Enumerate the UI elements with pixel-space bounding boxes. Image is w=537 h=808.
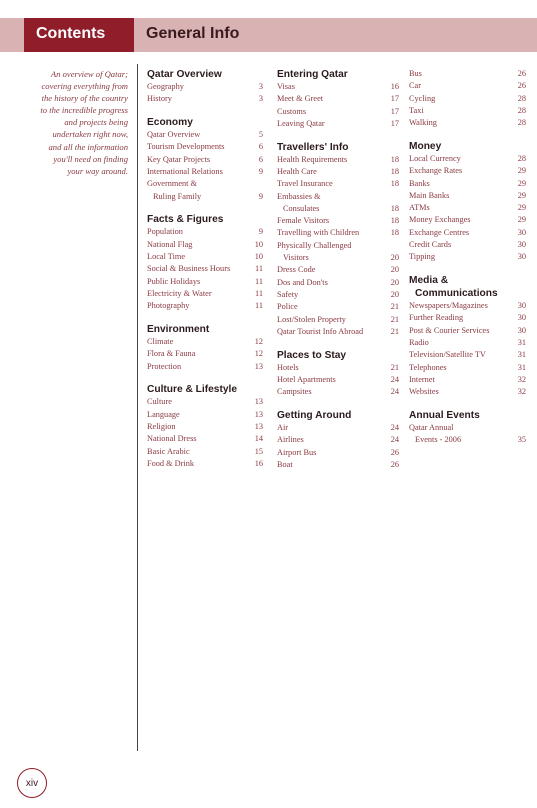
toc-entry-page: 13 xyxy=(254,421,263,431)
toc-entry[interactable] xyxy=(409,251,526,263)
toc-entry[interactable] xyxy=(277,81,399,93)
toc-entry-page: 32 xyxy=(517,387,526,397)
toc-entry-page: 30 xyxy=(517,313,526,323)
toc-entry[interactable] xyxy=(277,203,399,215)
toc-entry-title: Television/Satellite TV xyxy=(409,350,486,360)
toc-entry-title: Banks xyxy=(409,178,430,188)
toc-entry-title: Female Visitors xyxy=(277,216,330,226)
section-heading[interactable]: Media & xyxy=(409,275,449,287)
toc-entry[interactable] xyxy=(409,178,526,190)
toc-entry-title: Health Requirements xyxy=(277,154,348,164)
toc-entry[interactable] xyxy=(409,80,526,92)
intro-text xyxy=(22,68,128,177)
toc-entry[interactable] xyxy=(277,374,399,386)
intro-line: An overview of Qatar; xyxy=(50,69,128,79)
toc-entry[interactable] xyxy=(147,300,263,312)
toc-entry-page: 21 xyxy=(390,302,399,312)
toc-entry-page: 26 xyxy=(517,81,526,91)
toc-entry-title: Health Care xyxy=(277,166,317,176)
toc-entry[interactable] xyxy=(409,325,526,337)
toc-entry[interactable] xyxy=(277,154,399,166)
toc-entry-title: Airport Bus xyxy=(277,447,317,457)
toc-entry-page: 29 xyxy=(517,203,526,213)
toc-entry[interactable] xyxy=(147,166,263,178)
toc-entry-title: Main Banks xyxy=(409,190,450,200)
toc-entry[interactable] xyxy=(409,105,526,117)
toc-entry[interactable] xyxy=(277,93,399,105)
header-bar xyxy=(0,18,537,52)
toc-entry-title: Telephones xyxy=(409,362,447,372)
toc-entry-page xyxy=(381,191,399,203)
toc-entry[interactable] xyxy=(409,202,526,214)
toc-entry-title: ATMs xyxy=(409,203,430,213)
toc-entry[interactable] xyxy=(147,288,263,300)
toc-entry-title: Visitors xyxy=(283,253,309,263)
toc-entry-page: 24 xyxy=(390,387,399,397)
toc-entry[interactable] xyxy=(277,118,399,130)
toc-entry[interactable] xyxy=(147,433,263,445)
toc-column-2 xyxy=(277,68,399,471)
toc-entry-title: Travelling with Children xyxy=(277,228,360,238)
toc-entry-page: 32 xyxy=(517,374,526,384)
intro-line: you'll need on finding xyxy=(53,153,128,164)
toc-entry-title: Exchange Centres xyxy=(409,227,470,237)
toc-entry-page: 30 xyxy=(517,325,526,335)
toc-entry-page: 5 xyxy=(258,130,263,140)
toc-entry[interactable] xyxy=(147,178,263,190)
toc-entry-page: 29 xyxy=(517,166,526,176)
toc-entry[interactable] xyxy=(409,300,526,312)
toc-entry-page: 12 xyxy=(254,349,263,359)
toc-entry-page: 26 xyxy=(390,447,399,457)
toc-entry[interactable] xyxy=(147,239,263,251)
toc-entry-page: 10 xyxy=(254,239,263,249)
toc-entry-page: 3 xyxy=(258,94,263,104)
toc-entry[interactable] xyxy=(147,348,263,360)
section-heading[interactable]: Money xyxy=(409,140,442,152)
toc-entry-page: 17 xyxy=(390,106,399,116)
toc-entry[interactable] xyxy=(147,191,263,203)
toc-entry[interactable] xyxy=(409,93,526,105)
toc-entry-title: Embassies & xyxy=(277,191,321,201)
toc-entry-title: Radio xyxy=(409,338,429,348)
toc-entry-page: 21 xyxy=(390,362,399,372)
toc-entry-title: Car xyxy=(409,81,421,91)
toc-entry[interactable] xyxy=(409,227,526,239)
toc-entry[interactable] xyxy=(277,447,399,459)
toc-entry-title: Food & Drink xyxy=(147,458,195,468)
toc-entry-page: 21 xyxy=(390,314,399,324)
toc-entry-title: Electricity & Water xyxy=(147,288,212,298)
toc-entry-page: 31 xyxy=(517,350,526,360)
toc-entry-title: Key Qatar Projects xyxy=(147,154,211,164)
section-heading[interactable]: Facts & Figures xyxy=(147,214,224,226)
toc-entry[interactable] xyxy=(409,68,526,80)
intro-line: covering everything from xyxy=(41,81,128,92)
toc-entry-page: 20 xyxy=(390,265,399,275)
toc-entry-title: Local Currency xyxy=(409,153,461,163)
toc-entry[interactable] xyxy=(277,326,399,338)
toc-entry[interactable] xyxy=(409,374,526,386)
toc-entry-title: National Dress xyxy=(147,434,197,444)
toc-entry-title: Population xyxy=(147,227,183,237)
toc-entry[interactable] xyxy=(277,422,399,434)
toc-entry[interactable] xyxy=(409,362,526,374)
intro-line: to the incredible progress xyxy=(40,105,128,116)
toc-entry-page: 11 xyxy=(255,276,263,286)
toc-entry-title: Geography xyxy=(147,82,184,91)
section-heading[interactable]: Annual Events xyxy=(409,410,480,422)
toc-entry[interactable] xyxy=(277,227,399,239)
toc-entry-page: 9 xyxy=(258,166,263,176)
toc-entry-page: 28 xyxy=(517,105,526,115)
toc-entry-page xyxy=(245,178,263,190)
toc-entry-title: Credit Cards xyxy=(409,240,452,250)
toc-entry-page: 9 xyxy=(258,227,263,237)
toc-entry[interactable] xyxy=(277,277,399,289)
toc-entry[interactable] xyxy=(409,312,526,324)
toc-entry[interactable] xyxy=(147,129,263,141)
section-heading[interactable]: Entering Qatar xyxy=(277,69,348,80)
toc-entry-title: Post & Courier Services xyxy=(409,325,490,335)
toc-entry-page: 30 xyxy=(517,301,526,311)
section-heading[interactable]: Culture & Lifestyle xyxy=(147,384,238,396)
toc-entry-title: Further Reading xyxy=(409,313,464,323)
toc-entry-page: 10 xyxy=(254,251,263,261)
toc-entry-page: 18 xyxy=(390,228,399,238)
toc-entry-page: 28 xyxy=(517,118,526,128)
toc-entry-title: Photography xyxy=(147,301,190,311)
toc-entry[interactable] xyxy=(147,263,263,275)
toc-entry-title: Money Exchanges xyxy=(409,215,471,225)
toc-entry-title: Air xyxy=(277,423,289,433)
toc-entry-page xyxy=(508,422,526,434)
toc-entry-title: Protection xyxy=(147,361,182,371)
toc-entry[interactable] xyxy=(277,106,399,118)
toc-entry-page: 13 xyxy=(254,409,263,419)
toc-entry[interactable] xyxy=(147,361,263,373)
toc-entry-page: 24 xyxy=(390,423,399,433)
toc-entry-page: 35 xyxy=(517,435,526,445)
toc-entry-page: 28 xyxy=(517,153,526,163)
toc-entry-page: 18 xyxy=(390,166,399,176)
toc-entry[interactable] xyxy=(147,409,263,421)
toc-entry[interactable] xyxy=(409,214,526,226)
toc-entry-page: 11 xyxy=(255,264,263,274)
toc-entry-page: 28 xyxy=(517,93,526,103)
toc-entry-title: Dress Code xyxy=(277,265,316,275)
toc-entry[interactable] xyxy=(409,117,526,129)
toc-entry[interactable] xyxy=(277,459,399,471)
toc-entry[interactable] xyxy=(277,240,399,252)
toc-entry-title: Boat xyxy=(277,459,293,469)
toc-entry-title: Government & xyxy=(147,179,198,189)
toc-entry-title: Hotel Apartments xyxy=(277,374,336,384)
toc-entry-title: Internet xyxy=(409,374,435,384)
toc-entry-title: Meet & Greet xyxy=(277,94,324,104)
toc-entry-page: 18 xyxy=(390,203,399,213)
toc-entry-page: 17 xyxy=(390,118,399,128)
toc-entry-page: 3 xyxy=(258,82,263,91)
toc-entry-page: 13 xyxy=(254,361,263,371)
toc-entry[interactable] xyxy=(147,251,263,263)
toc-entry-title: Qatar Tourist Info Abroad xyxy=(277,326,364,336)
toc-entry-title: Qatar Annual xyxy=(409,423,454,433)
toc-column-3 xyxy=(409,68,526,447)
section-title: General Info xyxy=(146,25,240,42)
toc-entry[interactable] xyxy=(277,301,399,313)
toc-entry-title: Social & Business Hours xyxy=(147,264,231,274)
toc-entry-page: 29 xyxy=(517,190,526,200)
toc-entry-title: Hotels xyxy=(277,362,299,372)
toc-entry-title: Walking xyxy=(409,118,437,128)
toc-entry-page: 13 xyxy=(254,397,263,407)
toc-entry[interactable] xyxy=(147,458,263,470)
toc-entry-title: Physically Challenged xyxy=(277,240,352,250)
toc-entry-page: 6 xyxy=(258,154,263,164)
toc-entry-title: Dos and Don'ts xyxy=(277,277,328,287)
toc-entry-title: Taxi xyxy=(409,105,424,115)
section-heading[interactable]: Economy xyxy=(147,117,193,129)
toc-entry-page: 6 xyxy=(258,142,263,152)
toc-entry-title: History xyxy=(147,94,172,104)
toc-entry-title: Exchange Rates xyxy=(409,166,463,176)
toc-entry-title: Public Holidays xyxy=(147,276,201,286)
toc-entry[interactable] xyxy=(409,190,526,202)
section-heading[interactable]: Travellers' Info xyxy=(277,141,349,153)
toc-entry[interactable] xyxy=(409,386,526,398)
toc-entry-title: Events - 2006 xyxy=(415,435,462,445)
toc-entry-title: Flora & Fauna xyxy=(147,349,196,359)
toc-entry-title: Culture xyxy=(147,397,172,407)
section-heading[interactable]: Communications xyxy=(415,288,498,300)
toc-entry[interactable] xyxy=(277,166,399,178)
toc-entry-title: Safety xyxy=(277,289,299,299)
toc-entry[interactable] xyxy=(277,314,399,326)
toc-entry[interactable] xyxy=(277,178,399,190)
toc-entry-page xyxy=(381,240,399,252)
toc-entry-title: Climate xyxy=(147,336,174,346)
toc-entry-page: 16 xyxy=(390,82,399,91)
section-heading[interactable]: Environment xyxy=(147,323,210,335)
toc-entry-title: Police xyxy=(277,302,298,312)
toc-entry-title: Tipping xyxy=(409,252,435,262)
toc-entry-title: Newspapers/Magazines xyxy=(409,301,488,311)
toc-entry-title: Basic Arabic xyxy=(147,446,190,456)
toc-entry[interactable] xyxy=(147,396,263,408)
divider-line xyxy=(137,64,138,751)
toc-entry[interactable] xyxy=(147,81,263,93)
toc-column-1 xyxy=(147,68,263,470)
toc-entry-title: Visas xyxy=(277,82,295,91)
toc-entry-page: 24 xyxy=(390,374,399,384)
section-heading[interactable]: Getting Around xyxy=(277,410,352,422)
toc-entry[interactable] xyxy=(147,154,263,166)
toc-entry[interactable] xyxy=(147,446,263,458)
toc-entry-title: Websites xyxy=(409,387,439,397)
toc-entry[interactable] xyxy=(277,434,399,446)
toc-entry[interactable] xyxy=(147,421,263,433)
toc-entry-title: Qatar Overview xyxy=(147,130,201,140)
toc-entry[interactable] xyxy=(147,93,263,105)
toc-entry-title: International Relations xyxy=(147,166,223,176)
toc-entry[interactable] xyxy=(277,215,399,227)
page-number-badge xyxy=(17,768,47,798)
toc-entry-page: 30 xyxy=(517,227,526,237)
toc-entry[interactable] xyxy=(277,362,399,374)
toc-entry-page: 30 xyxy=(517,240,526,250)
toc-entry-page: 26 xyxy=(517,69,526,78)
toc-entry[interactable] xyxy=(277,191,399,203)
toc-entry-page: 17 xyxy=(390,94,399,104)
toc-entry[interactable] xyxy=(277,252,399,264)
toc-entry-page: 30 xyxy=(517,252,526,262)
toc-entry[interactable] xyxy=(409,239,526,251)
toc-entry-page: 21 xyxy=(390,326,399,336)
intro-line: the history of the country xyxy=(41,93,128,104)
contents-label: Contents xyxy=(36,25,106,42)
toc-entry-page: 16 xyxy=(254,458,263,468)
toc-entry-title: Cycling xyxy=(409,93,436,103)
toc-entry[interactable] xyxy=(409,422,526,434)
intro-line: undertaken right now, xyxy=(52,129,128,140)
toc-entry-title: Campsites xyxy=(277,387,312,397)
toc-entry-page: 20 xyxy=(390,277,399,287)
toc-entry[interactable] xyxy=(409,165,526,177)
toc-entry[interactable] xyxy=(147,336,263,348)
toc-entry-title: Travel Insurance xyxy=(277,179,333,189)
toc-entry[interactable] xyxy=(277,289,399,301)
toc-entry-page: 18 xyxy=(390,179,399,189)
toc-entry-page: 26 xyxy=(390,459,399,469)
toc-entry-title: Ruling Family xyxy=(153,191,202,201)
toc-entry-page: 18 xyxy=(390,154,399,164)
toc-entry[interactable] xyxy=(409,337,526,349)
page-number: xiv xyxy=(25,777,39,789)
toc-entry[interactable] xyxy=(409,153,526,165)
section-heading[interactable]: Places to Stay xyxy=(277,349,347,361)
toc-entry[interactable] xyxy=(409,434,526,446)
toc-entry[interactable] xyxy=(147,141,263,153)
intro-line: and projects being xyxy=(64,117,128,128)
intro-line: your way around. xyxy=(67,165,128,176)
toc-entry[interactable] xyxy=(409,349,526,361)
toc-entry-page: 29 xyxy=(517,178,526,188)
toc-entry-title: Leaving Qatar xyxy=(277,118,325,128)
intro-line: and all the information xyxy=(48,141,128,152)
toc-entry-page: 18 xyxy=(390,216,399,226)
toc-entry[interactable] xyxy=(277,264,399,276)
toc-entry-page: 29 xyxy=(517,215,526,225)
toc-entry-title: Language xyxy=(147,409,180,419)
toc-entry-title: Religion xyxy=(147,421,176,431)
toc-entry-page: 15 xyxy=(254,446,263,456)
toc-entry-page: 20 xyxy=(390,253,399,263)
toc-entry-page: 24 xyxy=(390,435,399,445)
toc-entry-page: 31 xyxy=(517,362,526,372)
toc-entry-page: 11 xyxy=(255,301,263,311)
toc-entry-title: Airlines xyxy=(277,435,304,445)
toc-entry-page: 31 xyxy=(517,338,526,348)
toc-entry-page: 9 xyxy=(258,191,263,201)
toc-entry-title: Tourism Developments xyxy=(147,142,225,152)
toc-entry-page: 14 xyxy=(254,434,263,444)
toc-entry-page: 12 xyxy=(254,336,263,346)
toc-entry-page: 11 xyxy=(255,288,263,298)
toc-entry[interactable] xyxy=(277,386,399,398)
toc-entry[interactable] xyxy=(147,276,263,288)
toc-entry-title: Consulates xyxy=(283,203,320,213)
toc-entry-title: Customs xyxy=(277,106,307,116)
toc-entry-page: 20 xyxy=(390,289,399,299)
toc-entry[interactable] xyxy=(147,226,263,238)
toc-entry-title: National Flag xyxy=(147,239,193,249)
section-heading[interactable]: Qatar Overview xyxy=(147,69,222,80)
toc-entry-title: Local Time xyxy=(147,251,186,261)
toc-entry-title: Bus xyxy=(409,69,422,78)
toc-entry-title: Lost/Stolen Property xyxy=(277,314,346,324)
